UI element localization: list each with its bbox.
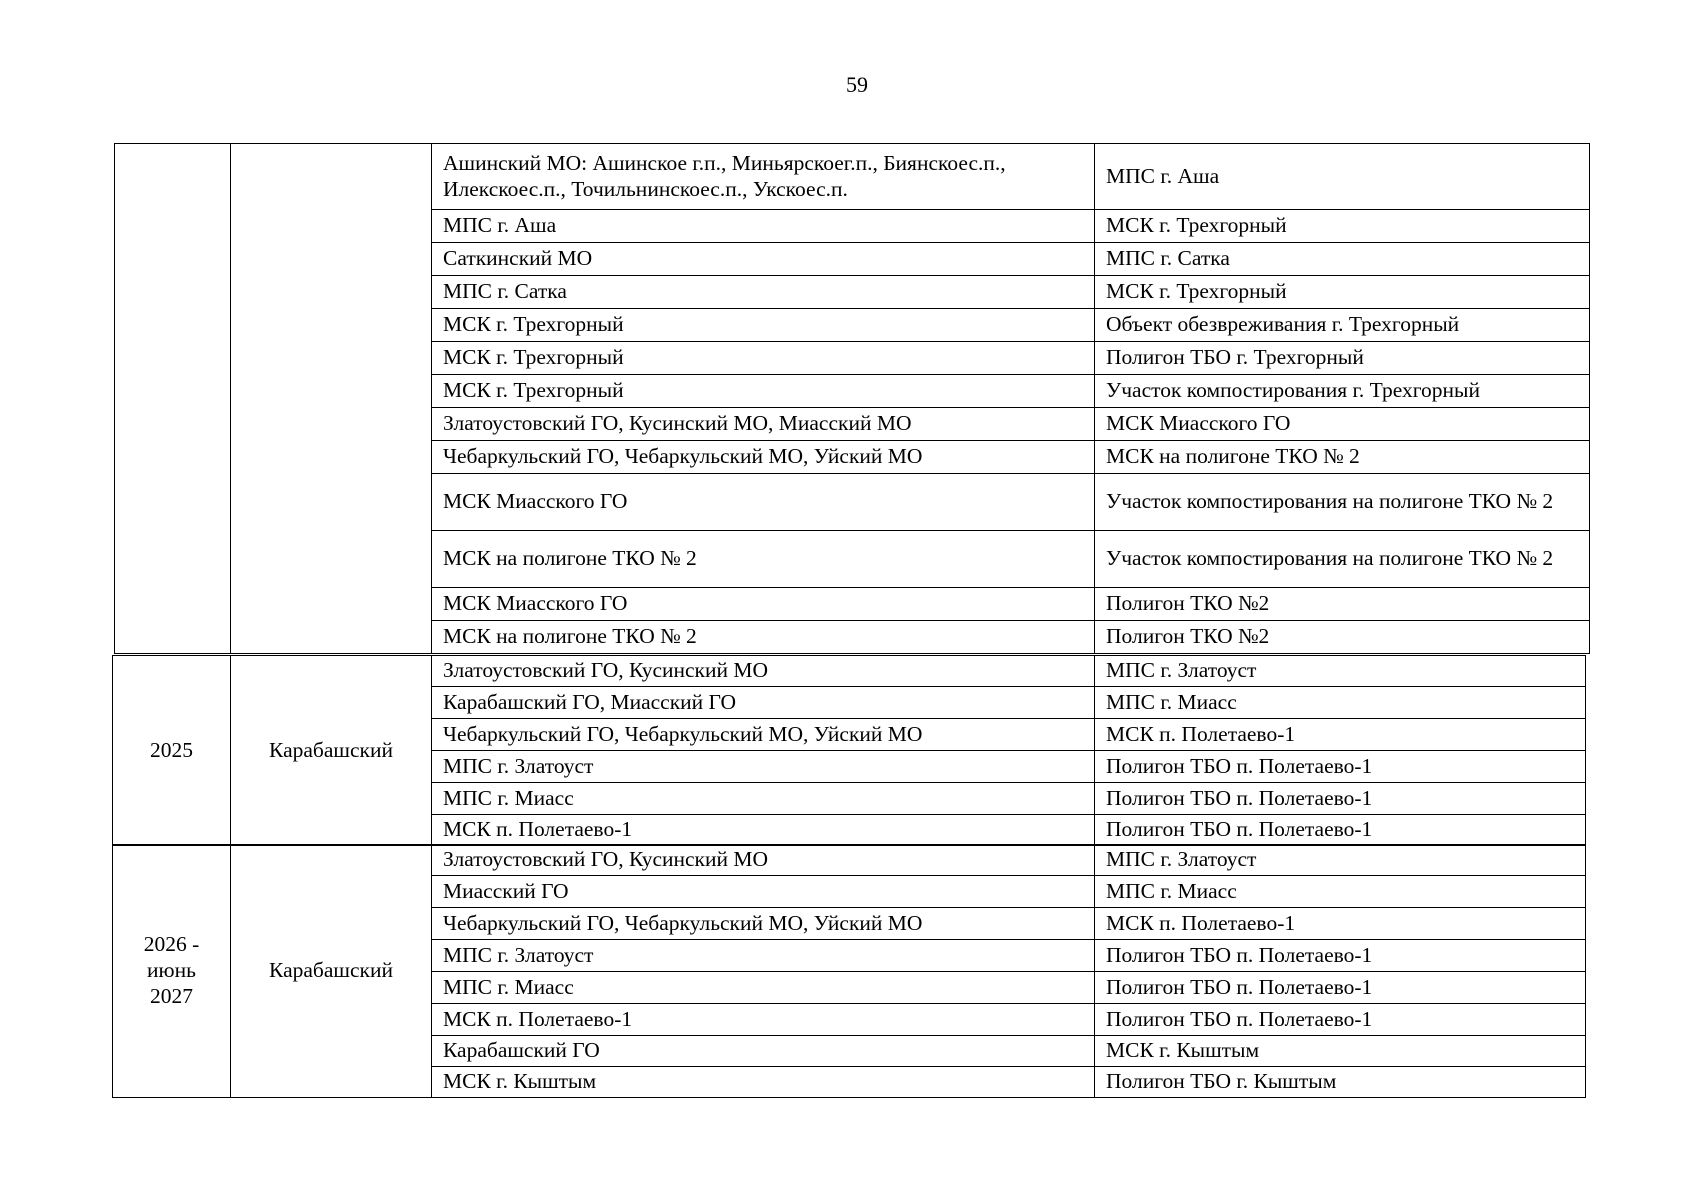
- destination-cell: [1095, 972, 1586, 1004]
- destination-cell: [1095, 783, 1586, 815]
- period-cell: [113, 656, 231, 846]
- destination-cell: [1095, 719, 1586, 751]
- destination-cell: [1095, 687, 1586, 719]
- destination-cell-text: Объект обезвреживания г. Трехгорный: [1106, 312, 1460, 337]
- destination-cell-text: МСК г. Кыштым: [1106, 1038, 1260, 1063]
- source-cell-text: Чебаркульский ГО, Чебаркульский МО, Уйский МО: [443, 910, 923, 935]
- source-cell: [432, 243, 1095, 276]
- destination-cell: [1095, 210, 1590, 243]
- destination-cell-text: Участок компостирования на полигоне ТКО № 2: [1106, 546, 1554, 571]
- destination-cell-text: Полигон ТКО №2: [1106, 591, 1270, 616]
- source-cell: [432, 972, 1095, 1004]
- source-cell-text: Златоустовский ГО, Кусинский МО: [443, 658, 769, 683]
- source-cell: [432, 276, 1095, 309]
- destination-cell: [1095, 751, 1586, 783]
- source-cell-text: Миасский ГО: [443, 878, 569, 903]
- source-cell: [432, 815, 1095, 846]
- destination-cell: [1095, 815, 1586, 846]
- source-cell-text: Саткинский МО: [443, 246, 593, 271]
- source-cell: [432, 751, 1095, 783]
- destination-cell-text: Полигон ТБО п. Полетаево-1: [1106, 785, 1373, 810]
- source-cell: [432, 588, 1095, 621]
- region-cell-text: Карабашский: [269, 958, 393, 983]
- destination-cell-text: Полигон ТБО п. Полетаево-1: [1106, 942, 1373, 967]
- source-cell: [432, 1036, 1095, 1067]
- destination-cell-text: Полигон ТКО №2: [1106, 624, 1270, 649]
- destination-cell-text: МСК на полигоне ТКО № 2: [1106, 444, 1360, 469]
- destination-cell: [1095, 940, 1586, 972]
- routes-table-section-1: [114, 143, 1590, 654]
- destination-cell: [1095, 1004, 1586, 1036]
- destination-cell: [1095, 1067, 1586, 1098]
- source-cell: [432, 908, 1095, 940]
- source-cell-text: Чебаркульский ГО, Чебаркульский МО, Уйский МО: [443, 721, 923, 746]
- destination-cell-text: МСК Миасского ГО: [1106, 411, 1291, 436]
- destination-cell-text: Полигон ТБО п. Полетаево-1: [1106, 817, 1373, 842]
- source-cell-text: Ашинский МО: Ашинское г.п., Миньярскоег.п., Биянскоес.п., Илекскоес.п., Точильнинскоес.п., Укскоес.п.: [443, 150, 1006, 201]
- source-cell-text: Златоустовский ГО, Кусинский МО: [443, 847, 769, 872]
- destination-cell: [1095, 1036, 1586, 1067]
- table-row: [113, 845, 1586, 876]
- source-cell-text: МСК п. Полетаево-1: [443, 817, 633, 842]
- period-cell: [115, 144, 231, 654]
- destination-cell-text: МПС г. Сатка: [1106, 246, 1230, 271]
- destination-cell: [1095, 309, 1590, 342]
- source-cell-text: МПС г. Златоуст: [443, 753, 594, 778]
- source-cell: [432, 656, 1095, 687]
- destination-cell-text: МСК п. Полетаево-1: [1106, 910, 1296, 935]
- source-cell-text: Карабашский ГО: [443, 1038, 600, 1063]
- source-cell: [432, 441, 1095, 474]
- source-cell-text: Златоустовский ГО, Кусинский МО, Миасский МО: [443, 411, 912, 436]
- routes-table-section-2025: [112, 655, 1586, 846]
- destination-cell-text: МСК п. Полетаево-1: [1106, 721, 1296, 746]
- destination-cell-text: Участок компостирования г. Трехгорный: [1106, 378, 1480, 403]
- region-cell: [231, 845, 432, 1098]
- period-cell-text: 2025: [150, 737, 193, 762]
- destination-cell: [1095, 375, 1590, 408]
- destination-cell: [1095, 144, 1590, 210]
- source-cell: [432, 940, 1095, 972]
- destination-cell-text: МПС г. Аша: [1106, 163, 1220, 188]
- source-cell: [432, 309, 1095, 342]
- source-cell: [432, 1004, 1095, 1036]
- source-cell: [432, 876, 1095, 908]
- destination-cell-text: Полигон ТБО п. Полетаево-1: [1106, 974, 1373, 999]
- destination-cell-text: МСК г. Трехгорный: [1106, 279, 1287, 304]
- destination-cell: [1095, 908, 1586, 940]
- region-cell: [231, 656, 432, 846]
- destination-cell-text: МПС г. Златоуст: [1106, 847, 1257, 872]
- source-cell: [432, 474, 1095, 531]
- source-cell-text: МСК г. Трехгорный: [443, 312, 624, 337]
- source-cell: [432, 1067, 1095, 1098]
- source-cell-text: МПС г. Миасс: [443, 785, 574, 810]
- source-cell: [432, 845, 1095, 876]
- destination-cell: [1095, 656, 1586, 687]
- source-cell-text: МПС г. Миасс: [443, 974, 574, 999]
- source-cell-text: МСК на полигоне ТКО № 2: [443, 546, 697, 571]
- source-cell: [432, 375, 1095, 408]
- destination-cell-text: МПС г. Златоуст: [1106, 658, 1257, 683]
- source-cell-text: МПС г. Златоуст: [443, 942, 594, 967]
- destination-cell: [1095, 276, 1590, 309]
- destination-cell-text: Полигон ТБО п. Полетаево-1: [1106, 1006, 1373, 1031]
- destination-cell-text: Участок компостирования на полигоне ТКО № 2: [1106, 489, 1554, 514]
- source-cell-text: МСК Миасского ГО: [443, 591, 628, 616]
- region-cell: [231, 144, 432, 654]
- destination-cell-text: Полигон ТБО г. Кыштым: [1106, 1069, 1337, 1094]
- source-cell: [432, 531, 1095, 588]
- source-cell-text: МПС г. Сатка: [443, 279, 567, 304]
- source-cell-text: МСК г. Трехгорный: [443, 378, 624, 403]
- destination-cell-text: Полигон ТБО г. Трехгорный: [1106, 345, 1364, 370]
- destination-cell-text: МПС г. Миасс: [1106, 689, 1237, 714]
- destination-cell: [1095, 441, 1590, 474]
- source-cell-text: Чебаркульский ГО, Чебаркульский МО, Уйский МО: [443, 444, 923, 469]
- source-cell: [432, 210, 1095, 243]
- period-cell-text: 2026 - июнь 2027: [143, 932, 200, 1008]
- destination-cell: [1095, 342, 1590, 375]
- source-cell-text: МСК Миасского ГО: [443, 489, 628, 514]
- source-cell: [432, 719, 1095, 751]
- source-cell: [432, 342, 1095, 375]
- source-cell: [432, 687, 1095, 719]
- source-cell-text: МСК на полигоне ТКО № 2: [443, 624, 697, 649]
- destination-cell: [1095, 243, 1590, 276]
- source-cell-text: МСК г. Трехгорный: [443, 345, 624, 370]
- source-cell: [432, 783, 1095, 815]
- destination-cell: [1095, 408, 1590, 441]
- destination-cell-text: Полигон ТБО п. Полетаево-1: [1106, 753, 1373, 778]
- source-cell-text: МСК п. Полетаево-1: [443, 1006, 633, 1031]
- source-cell-text: МСК г. Кыштым: [443, 1069, 597, 1094]
- source-cell-text: МПС г. Аша: [443, 213, 557, 238]
- destination-cell: [1095, 588, 1590, 621]
- period-cell: [113, 845, 231, 1098]
- region-cell-text: Карабашский: [269, 737, 393, 762]
- destination-cell-text: МСК г. Трехгорный: [1106, 213, 1287, 238]
- destination-cell: [1095, 531, 1590, 588]
- routes-table-section-2026-2027: [112, 844, 1586, 1098]
- destination-cell: [1095, 876, 1586, 908]
- source-cell-text: Карабашский ГО, Миасский ГО: [443, 689, 736, 714]
- page-number: 59: [846, 72, 868, 97]
- source-cell: [432, 621, 1095, 654]
- destination-cell: [1095, 621, 1590, 654]
- destination-cell: [1095, 474, 1590, 531]
- table-row: [113, 656, 1586, 687]
- table-row: [115, 144, 1590, 210]
- destination-cell-text: МПС г. Миасс: [1106, 878, 1237, 903]
- source-cell: [432, 144, 1095, 210]
- destination-cell: [1095, 845, 1586, 876]
- source-cell: [432, 408, 1095, 441]
